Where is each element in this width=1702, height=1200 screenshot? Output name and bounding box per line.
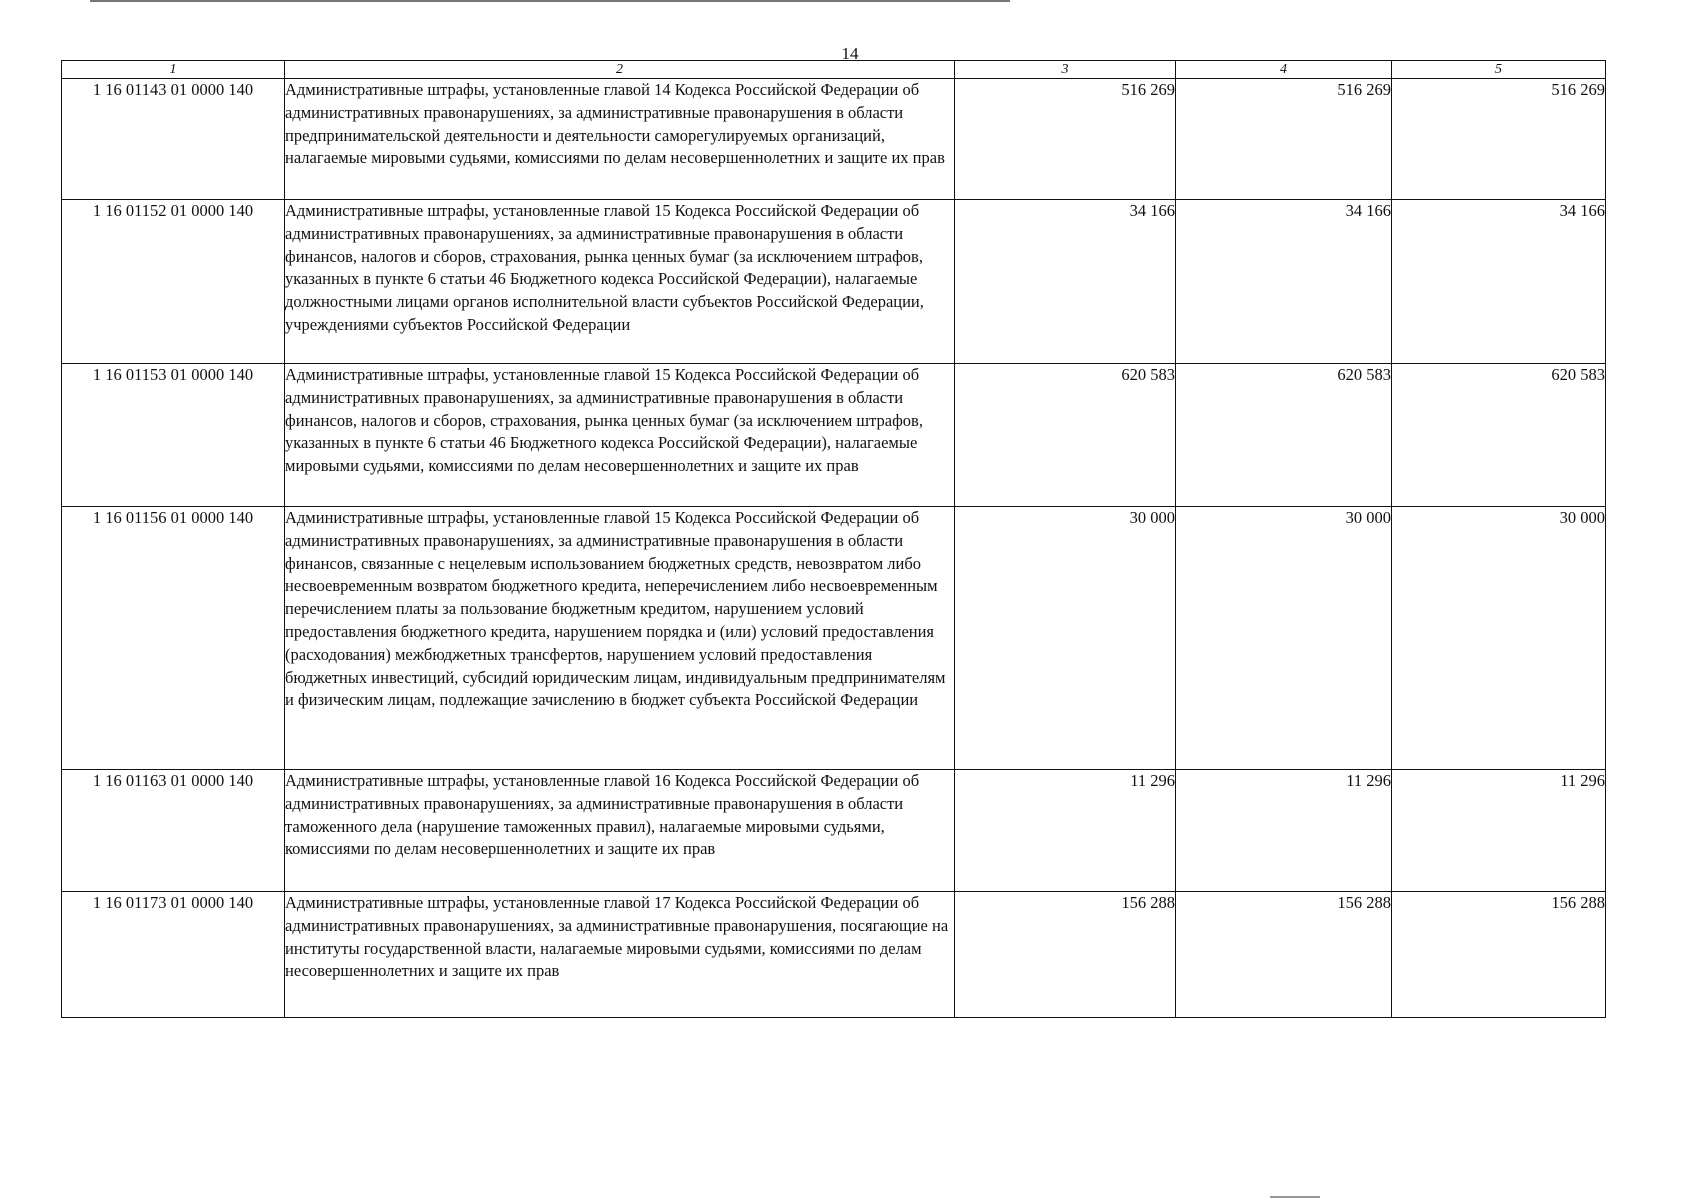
page-number: 14: [841, 44, 859, 63]
budget-table: [61, 60, 1606, 1018]
table-row: [62, 892, 1606, 1018]
column-header: 1: [62, 61, 285, 79]
amount-cell: 11 296: [1176, 770, 1392, 892]
amount-cell: 156 288: [1176, 892, 1392, 1018]
amount-cell: 30 000: [955, 507, 1176, 770]
budget-code-cell: 1 16 01156 01 0000 140: [62, 507, 285, 770]
amount-cell: 11 296: [955, 770, 1176, 892]
description-cell: Административные штрафы, установленные главой 14 Кодекса Российской Федерации об административных правонарушениях, за административные правонарушения в области предпринимательской деятельности и деятельности саморегулируемых организаций, налагаемые мировыми судьями, комиссиями по делам несовершеннолетних и защите их прав: [285, 79, 955, 200]
table-row: [62, 507, 1606, 770]
amount-cell: 156 288: [1392, 892, 1606, 1018]
amount-cell: 620 583: [955, 364, 1176, 507]
amount-cell: 30 000: [1176, 507, 1392, 770]
scan-edge-line: [90, 0, 1010, 2]
column-header: 3: [955, 61, 1176, 79]
amount-cell: 620 583: [1176, 364, 1392, 507]
amount-cell: 11 296: [1392, 770, 1606, 892]
amount-cell: 30 000: [1392, 507, 1606, 770]
table-row: [62, 770, 1606, 892]
budget-code-cell: 1 16 01163 01 0000 140: [62, 770, 285, 892]
column-header: 5: [1392, 61, 1606, 79]
description-cell: Административные штрафы, установленные главой 16 Кодекса Российской Федерации об административных правонарушениях, за административные правонарушения в области таможенного дела (нарушение таможенных правил), налагаемые мировыми судьями, комиссиями по делам несовершеннолетних и защите их прав: [285, 770, 955, 892]
budget-code-cell: 1 16 01143 01 0000 140: [62, 79, 285, 200]
budget-code-cell: 1 16 01153 01 0000 140: [62, 364, 285, 507]
amount-cell: 516 269: [955, 79, 1176, 200]
budget-code-cell: 1 16 01152 01 0000 140: [62, 200, 285, 364]
amount-cell: 34 166: [955, 200, 1176, 364]
table-row: [62, 364, 1606, 507]
column-header: 2: [285, 61, 955, 79]
description-cell: Административные штрафы, установленные главой 15 Кодекса Российской Федерации об административных правонарушениях, за административные правонарушения в области финансов, налогов и сборов, страхования, рынка ценных бумаг (за исключением штрафов, указанных в пункте 6 статьи 46 Бюджетного кодекса Российской Федерации), налагаемые мировыми судьями, комиссиями по делам несовершеннолетних и защите их прав: [285, 364, 955, 507]
description-cell: Административные штрафы, установленные главой 15 Кодекса Российской Федерации об административных правонарушениях, за административные правонарушения в области финансов, налогов и сборов, страхования, рынка ценных бумаг (за исключением штрафов, указанных в пункте 6 статьи 46 Бюджетного кодекса Российской Федерации), налагаемые должностными лицами органов исполнительной власти субъектов Российской Федерации, учреждениями субъектов Российской Федерации: [285, 200, 955, 364]
table-row: [62, 200, 1606, 364]
amount-cell: 156 288: [955, 892, 1176, 1018]
amount-cell: 620 583: [1392, 364, 1606, 507]
budget-code-cell: 1 16 01173 01 0000 140: [62, 892, 285, 1018]
table-header-row: [62, 61, 1606, 79]
amount-cell: 34 166: [1176, 200, 1392, 364]
amount-cell: 516 269: [1176, 79, 1392, 200]
scan-edge-line: [1270, 1196, 1320, 1198]
table-row: [62, 79, 1606, 200]
description-cell: Административные штрафы, установленные главой 17 Кодекса Российской Федерации об административных правонарушениях, за административные правонарушения, посягающие на институты государственной власти, налагаемые мировыми судьями, комиссиями по делам несовершеннолетних и защите их прав: [285, 892, 955, 1018]
description-cell: Административные штрафы, установленные главой 15 Кодекса Российской Федерации об административных правонарушениях, за административные правонарушения в области финансов, связанные с нецелевым использованием бюджетных средств, невозвратом либо несвоевременным возвратом бюджетного кредита, неперечислением либо несвоевременным перечислением платы за пользование бюджетным кредитом, нарушением условий предоставления бюджетного кредита, нарушением порядка и (или) условий предоставления (расходования) межбюджетных трансфертов, нарушением условий предоставления бюджетных инвестиций, субсидий юридическим лицам, индивидуальным предпринимателям и физическим лицам, подлежащие зачислению в бюджет субъекта Российской Федерации: [285, 507, 955, 770]
column-header: 4: [1176, 61, 1392, 79]
amount-cell: 516 269: [1392, 79, 1606, 200]
amount-cell: 34 166: [1392, 200, 1606, 364]
